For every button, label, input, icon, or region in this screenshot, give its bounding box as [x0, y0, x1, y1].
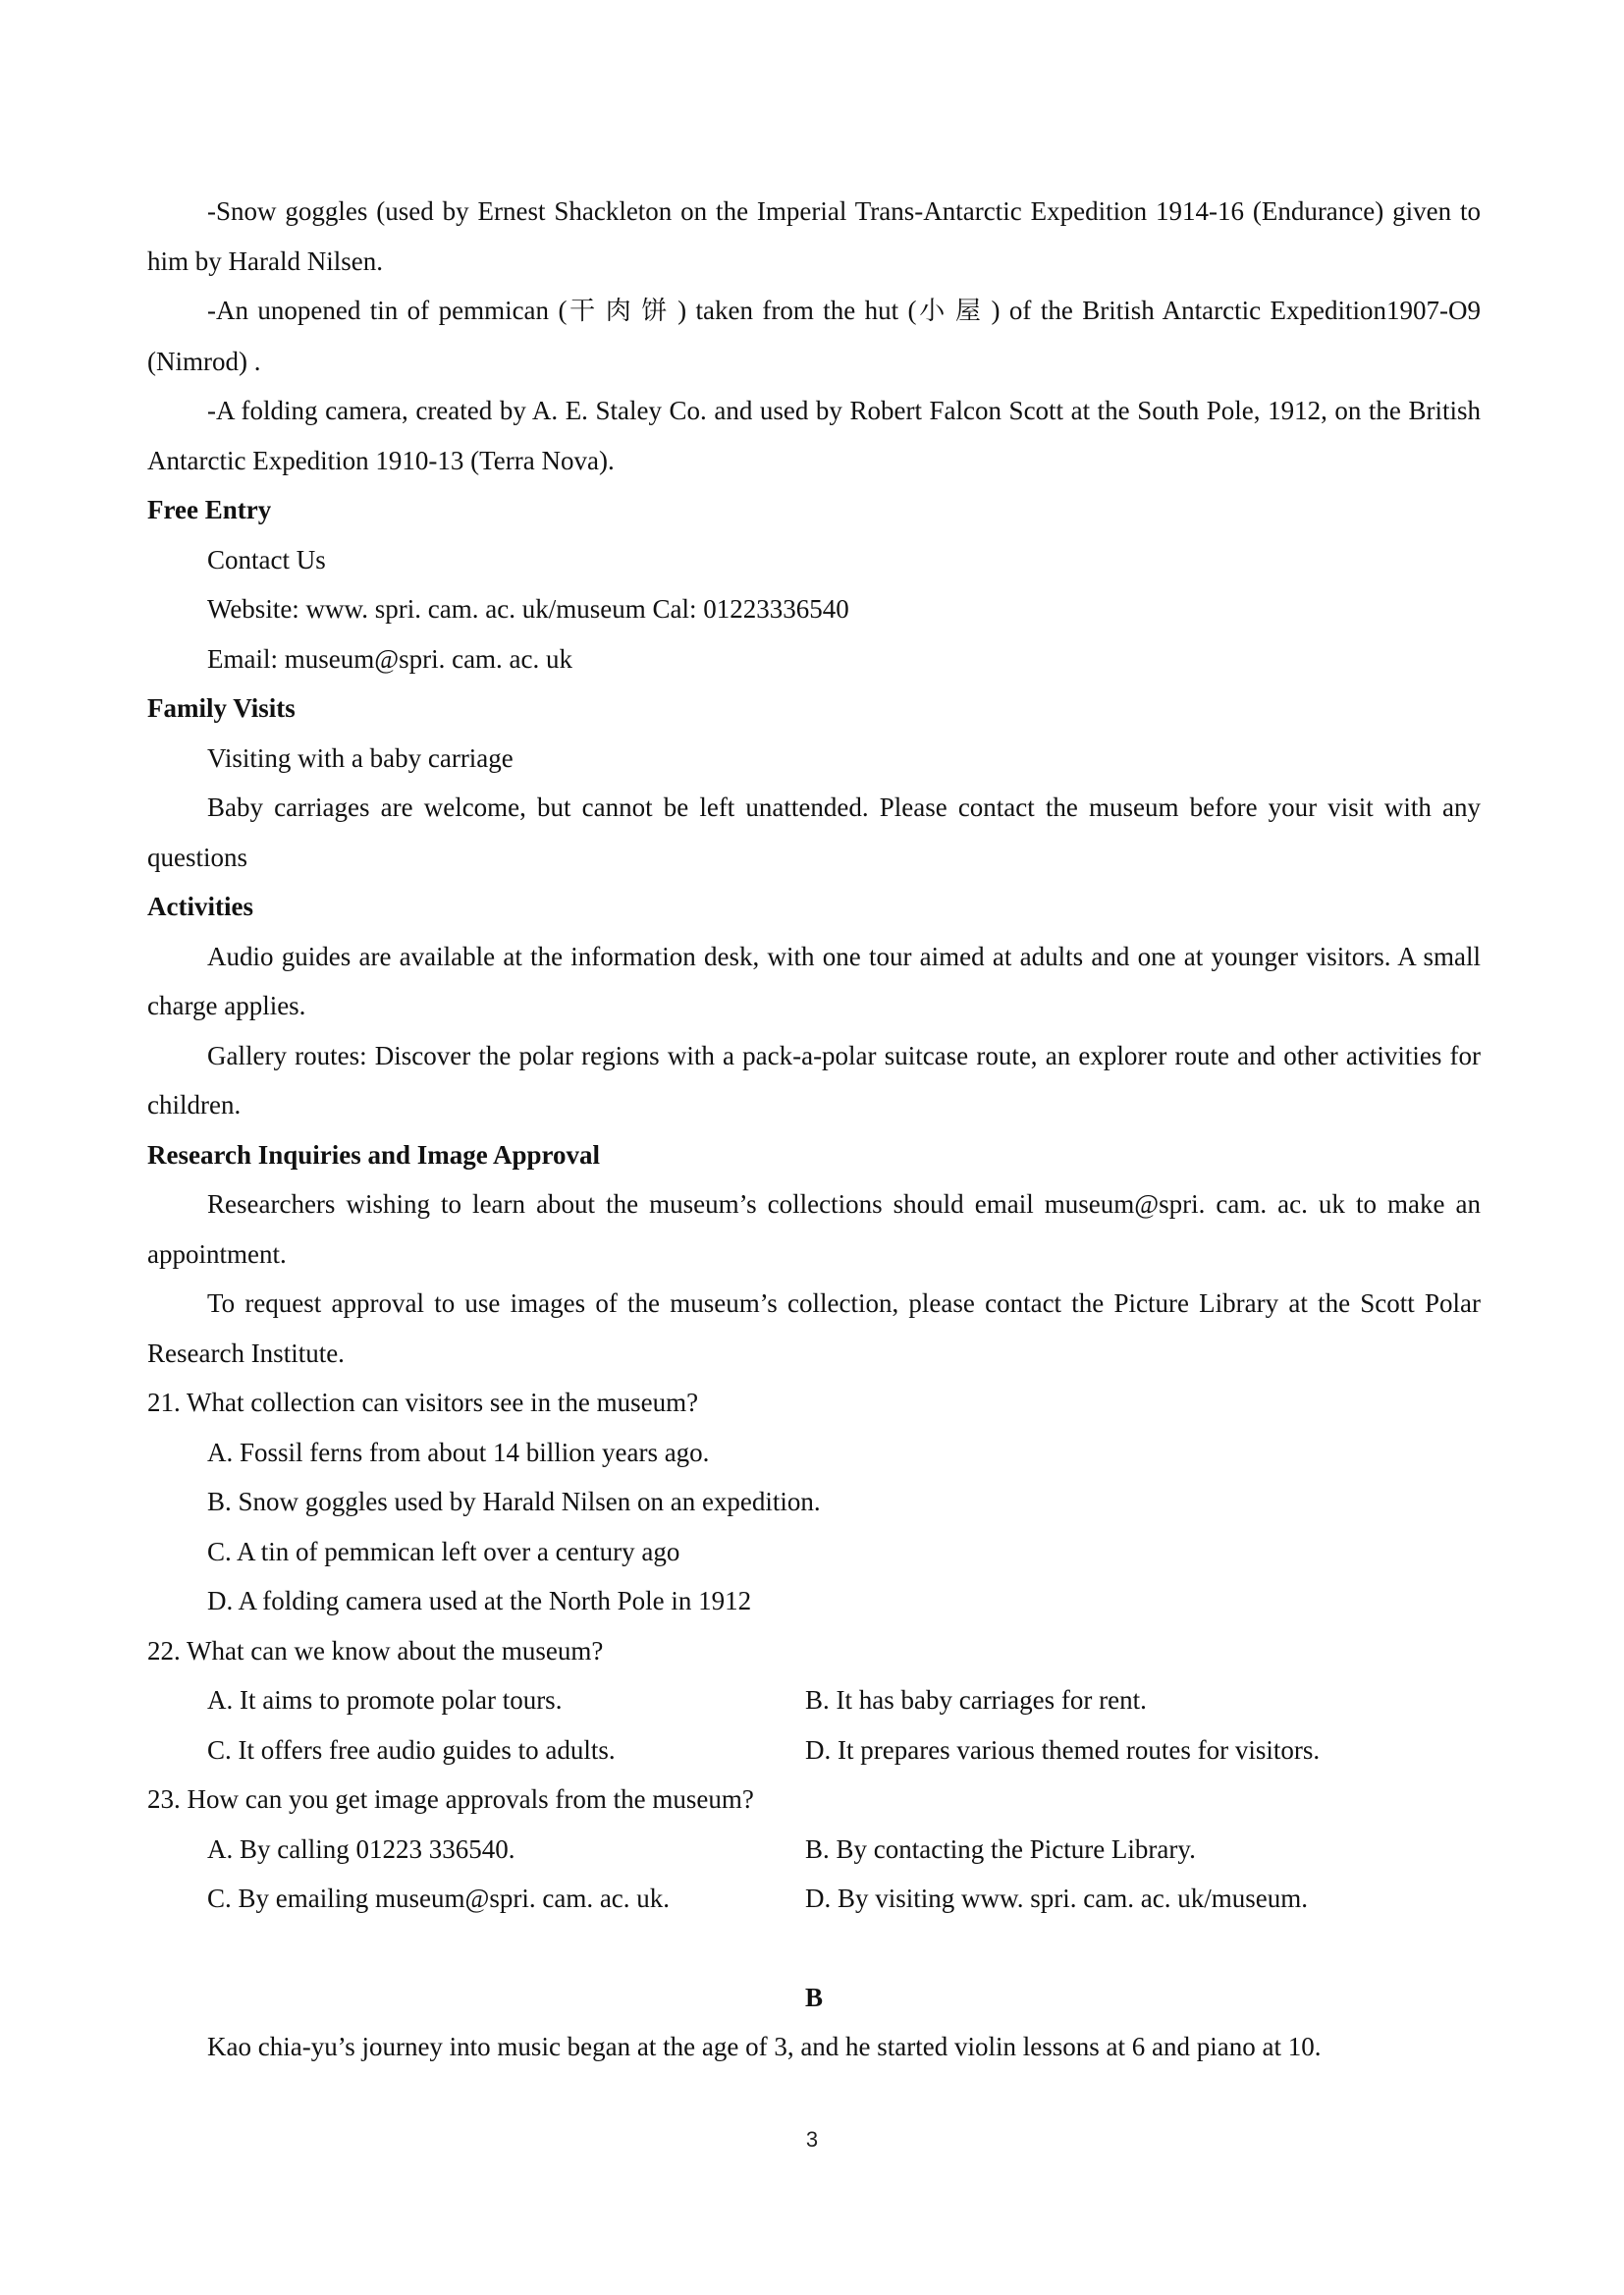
page-number: 3	[805, 2127, 819, 2152]
document-body	[147, 187, 1481, 2072]
audio-guides-text: Audio guides are available at the information desk, with one tour aimed at adults and one at younger visitors. A small charge applies.	[147, 941, 1481, 1020]
research-text-1: Researchers wishing to learn about the museum’s collections should email museum@spri. cam. ac. uk to make an appointment.	[147, 1189, 1481, 1269]
pemmican-cjk-term: 干肉饼	[567, 297, 678, 326]
q22-option-c: C. It offers free audio guides to adults.	[207, 1734, 616, 1765]
q23-option-d: D. By visiting www. spri. cam. ac. uk/museum.	[805, 1884, 1308, 1913]
email-line: Email: museum@spri. cam. ac. uk	[207, 643, 573, 674]
baby-carriage-text: Baby carriages are welcome, but cannot be left unattended. Please contact the museum before your visit with any questions	[147, 792, 1481, 872]
q23-options-row-2	[147, 1874, 1481, 1924]
pemmican-text-a: -An unopened tin of pemmican (	[207, 296, 568, 325]
question-23: 23. How can you get image approvals from the museum?	[147, 1784, 754, 1814]
q22-option-d: D. It prepares various themed routes for visitors.	[805, 1734, 1321, 1765]
q23-option-a: A. By calling 01223 336540.	[207, 1833, 515, 1864]
free-entry-heading: Free Entry	[147, 495, 272, 524]
family-visits-heading: Family Visits	[147, 693, 296, 723]
q21-option-c: C. A tin of pemmican left over a century ago	[207, 1536, 680, 1566]
q22-options-row-1	[147, 1675, 1481, 1725]
website-line: Website: www. spri. cam. ac. uk/museum Cal: 01223336540	[207, 594, 849, 624]
pemmican-text-b: ) taken from the hut (	[677, 296, 917, 325]
q22-option-b: B. It has baby carriages for rent.	[805, 1685, 1147, 1715]
q21-option-b: B. Snow goggles used by Harald Nilsen on an expedition.	[207, 1487, 821, 1516]
q23-option-c: C. By emailing museum@spri. cam. ac. uk.	[207, 1884, 671, 1913]
contact-us: Contact Us	[207, 544, 326, 574]
q23-option-b: B. By contacting the Picture Library.	[805, 1833, 1196, 1864]
baby-carriage-subheading: Visiting with a baby carriage	[207, 742, 514, 773]
exhibit-camera: -A folding camera, created by A. E. Staley Co. and used by Robert Falcon Scott at the South Pole, 1912, on the British Antarctic Expedition 1910-13 (Terra Nova).	[147, 396, 1481, 475]
section-b-intro: Kao chia-yu’s journey into music began at the age of 3, and he started violin lessons at 6 and piano at 10.	[207, 2032, 1322, 2061]
research-heading: Research Inquiries and Image Approval	[147, 1139, 601, 1170]
gallery-routes-text: Gallery routes: Discover the polar regions with a pack-a-polar suitcase route, an explorer route and other activities for children.	[147, 1040, 1481, 1120]
q22-option-a: A. It aims to promote polar tours.	[207, 1685, 563, 1715]
research-text-2: To request approval to use images of the museum’s collection, please contact the Picture Library at the Scott Polar Research Institute.	[147, 1288, 1481, 1368]
exhibit-goggles: -Snow goggles (used by Ernest Shackleton on the Imperial Trans-Antarctic Expedition 1914-16 (Endurance) given to him by Harald Nilsen.	[147, 196, 1481, 276]
section-b-title: B	[804, 1982, 823, 2012]
question-21: 21. What collection can visitors see in the museum?	[147, 1388, 699, 1417]
exhibit-pemmican	[147, 286, 1481, 386]
q21-option-a: A. Fossil ferns from about 14 billion years ago.	[207, 1437, 710, 1467]
pemmican-text-c: ) of the British Antarctic Expedition1907-O9 (Nimrod) .	[147, 296, 1481, 376]
q22-options-row-2	[147, 1725, 1481, 1776]
q21-option-d: D. A folding camera used at the North Pole in 1912	[207, 1586, 752, 1615]
activities-heading: Activities	[147, 892, 253, 921]
question-22: 22. What can we know about the museum?	[147, 1635, 604, 1666]
q23-options-row-1	[147, 1825, 1481, 1875]
hut-cjk-term: 小屋	[916, 297, 992, 326]
